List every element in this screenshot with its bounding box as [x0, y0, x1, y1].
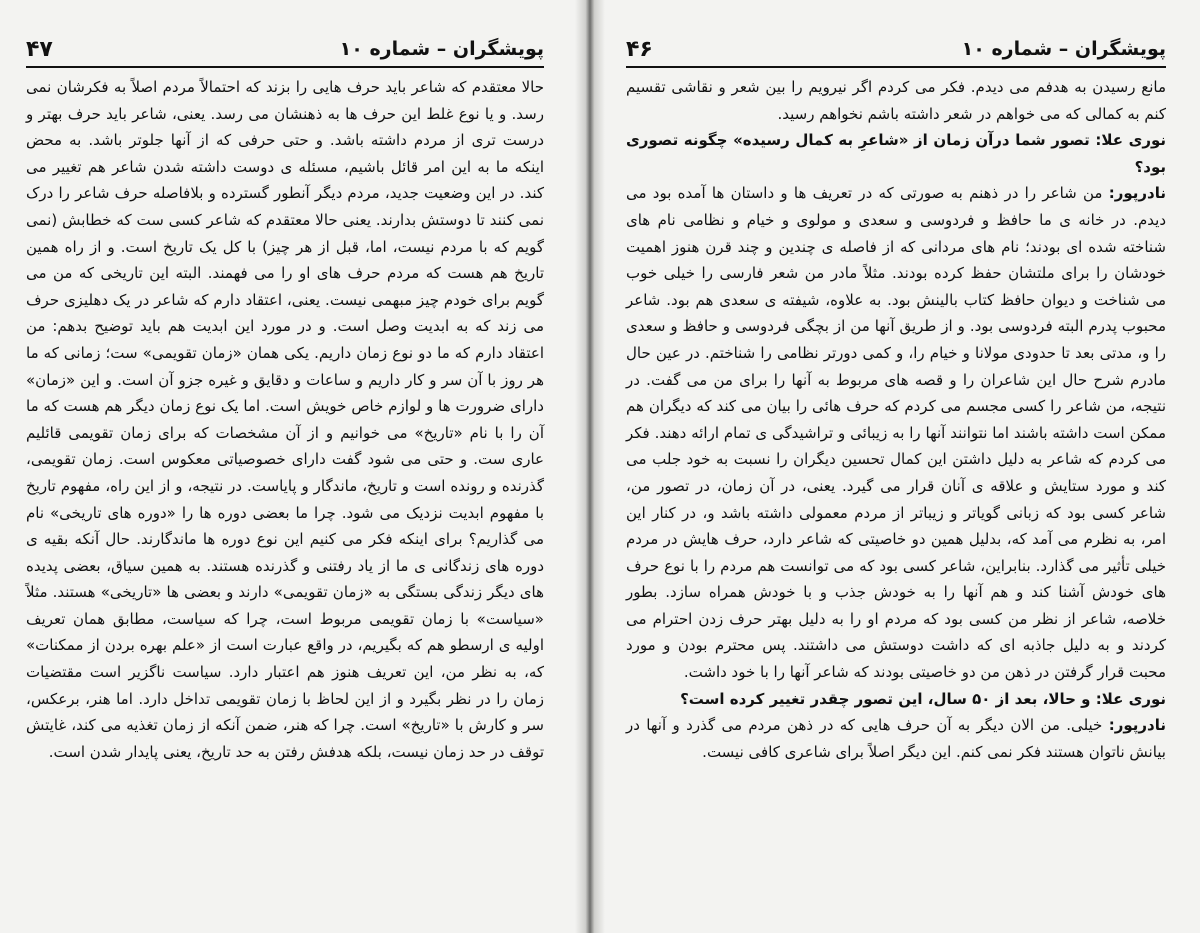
question-text: و حالا، بعد از ۵۰ سال، این تصور چقدر تغییر کرده است؟ [680, 689, 1096, 708]
speaker-label: نوری علا: [1095, 689, 1166, 708]
answer-text: من شاعر را در ذهنم به صورتی که در تعریف ها و داستان ها آمده بود می دیدم. در خانه ی ما حافظ و فردوسی و سعدی و مولوی و خیام و نظامی نام های شناخته شده ای بودند؛ نام های مردانی که از فاصله ی چندین و چند قرن هنوز اهمیت خودشان را برای ملتشان حفظ کرده بودند. مثلاً مادر من شعر فارسی را خیلی خوب می شناخت و دیوان حافظ کتاب بالینش بود. به علاوه، شیفته ی سعدی هم بود. شاعر محبوب پدرم البته فردوسی بود. و از طریق آنها من از بچگی فردوسی و حافظ و سعدی را و، مدتی بعد تا حدودی مولانا و خیام را، و کمی دورتر نظامی را شناختم. در عین حال مادرم شرح حال این شاعران را و قصه های مربوط به آنها را برای من می گفت. در نتیجه، من شاعر را کسی مجسم می کردم که حرف هائی را بیان می کند که دیگران هم ممکن است داشته باشند اما نتوانند آنها را به زیبائی و تراشیدگی ی تمام ارائه دهند. فکر می کردم که شاعر به دلیل داشتن این کمال تحسین دیگران را نسبت به خود جلب می کند و مورد ستایش و علاقه ی آنان قرار می گیرد. یعنی، در آن زمان، در تصور من، شاعر کسی بود که زبانی گویاتر و زیباتر از مردم معمولی داشته باشد و، در کنار این امر، به نظرم می آمد که، بدلیل همین دو خاصیتی که شاعر دارد، حرف هایش در مردم خیلی تأثیر می گذارد. بنابراین، شاعر کسی بود که می توانست هم مردم را با نوع حرف های خودش آشنا کند و هم آنها را به خودش جذب و با خودش همراه سازد. بطور خلاصه، شاعر از نظر من کسی بود که مردم او را به دلیل بهتر حرف زدن احترام می کردند و به دلیل جاذبه ای که داشت دوستش می داشتند. پس محترم بودن و مورد محبت قرار گرفتن در ذهن من دو خاصیتی بودند که شاعر آنها را با خود داشت. [626, 184, 1166, 682]
answer-paragraph [626, 712, 1166, 765]
question-text: تصور شما درآن زمان از «شاعرِ به کمال رسیده» چگونه تصوری بود؟ [626, 131, 1166, 176]
speaker-label: نادرپور: [1108, 184, 1166, 203]
journal-title: پویشگران – شماره ۱۰ [961, 38, 1166, 60]
right-page [600, 0, 1200, 933]
paragraph: حالا معتقدم که شاعر باید حرف هایی را بزند که احتمالاً مردم اصلاً به فکرشان نمی رسد. و یا نوع غلط این حرف ها به ذهنشان می رسد. یعنی، شاعر باید حرف بهتر و درست تری از مردم داشته باشد. و حتی حرفی که از آنها جلوتر باشد. به محض اینکه ما به این امر قائل باشیم، مسئله ی دوست داشته شدن شاعر هم تغییر می کند. در این وضعیت جدید، مردم دیگر آنطور گسترده و بلافاصله حرف شاعر را درک نمی کنند تا دوستش بدارند. یعنی حالا معتقدم که شاعر کسی ست که خطابش (نمی گویم که با مردم نیست، اما، قبل از هر چیز) با کل یک تاریخ است. و از راه همین تاریخ هم هست که مردم حرف های او را می فهمند. البته این تاریخی که من می گویم برای خودم چیز مبهمی نیست. یعنی، اعتقاد دارم که شاعر در یک دهلیزی حرف می زند که به ابدیت وصل است. و در مورد این ابدیت هم باید توضیح بدهم: من اعتقاد دارم که ما دو نوع زمان داریم. یکی همان «زمان تقویمی» ست؛ زمانی که ما هر روز با آن سر و کار داریم و ساعات و دقایق و غیره جزو آن است. و این «زمان» دارای ضرورت ها و لوازم خاص خویش است. اما یک نوع زمان دیگر هم هست که ما آن را با نام «تاریخ» می خوانیم و از آن مشخصات که برای زمان تقویمی قائلیم عاری ست. و حتی می شود گفت دارای خصوصیاتی معکوس است. زمان تقویمی، گذرنده و رونده است و تاریخ، ماندگار و پایاست. در نتیجه، و از این راه، مفهوم تاریخ با مفهوم ابدیت نزدیک می شود. چرا ما بعضی دوره ها را «دوره های تاریخی» نام می گذاریم؟ برای اینکه فکر می کنیم این نوع دوره ها ماندگارند. حال آنکه بقیه ی دوره های زندگانی ی ما از یاد رفتنی و گذرنده هستند. به همین سیاق، بعضی پدیده های دیگر زندگی بستگی به «زمان تقویمی» دارند و بعضی ها «تاریخی» هستند. مثلاً «سیاست» با زمان تقویمی مربوط است، چرا که سیاست، مطابق همان تعریف اولیه ی ارسطو هم که بگیریم، در واقع عبارت است از «علم بهره بردن از ممکنات» که، به نظر من، این تعریف هنوز هم اعتبار دارد. سیاست ناگزیر است مقتضیات زمان را در نظر بگیرد و از این لحاظ با زمان تقویمی تداخل دارد. اما هنر، برعکس، سر و کارش با «تاریخ» است. چرا که هنر، ضمن آنکه از زمان تغذیه می کند، غایتش توقف در حد زمان نیست، بلکه هدفش رفتن به حد تاریخ، یعنی پایدار شدن است. [26, 78, 544, 761]
page-header [26, 34, 544, 64]
left-page [0, 0, 590, 933]
page-number: ۴۶ [626, 36, 653, 62]
header-rule [626, 66, 1166, 68]
paragraph: مانع رسیدن به هدفم می دیدم. فکر می کردم اگر نیرویم را بین شعر و نقاشی تقسیم کنم به کمالی که می خواهم در شعر داشته باشم نخواهم رسید. [626, 78, 1166, 123]
journal-title: پویشگران – شماره ۱۰ [339, 38, 544, 60]
speaker-label: نوری علا: [1095, 131, 1167, 150]
answer-text: خیلی. من الان دیگر به آن حرف هایی که در ذهن مردم می گذرد و آنها در بیانش ناتوان هستند فکر نمی کنم. این دیگر اصلاً برای شاعری کافی نیست. [626, 716, 1166, 761]
question-paragraph [626, 127, 1166, 180]
page-body [626, 74, 1166, 765]
question-paragraph [626, 686, 1166, 713]
page-number: ۴۷ [26, 36, 53, 62]
answer-paragraph [626, 180, 1166, 685]
page-header [626, 34, 1166, 64]
page-body [26, 74, 544, 765]
speaker-label: نادرپور: [1108, 716, 1166, 735]
header-rule [26, 66, 544, 68]
